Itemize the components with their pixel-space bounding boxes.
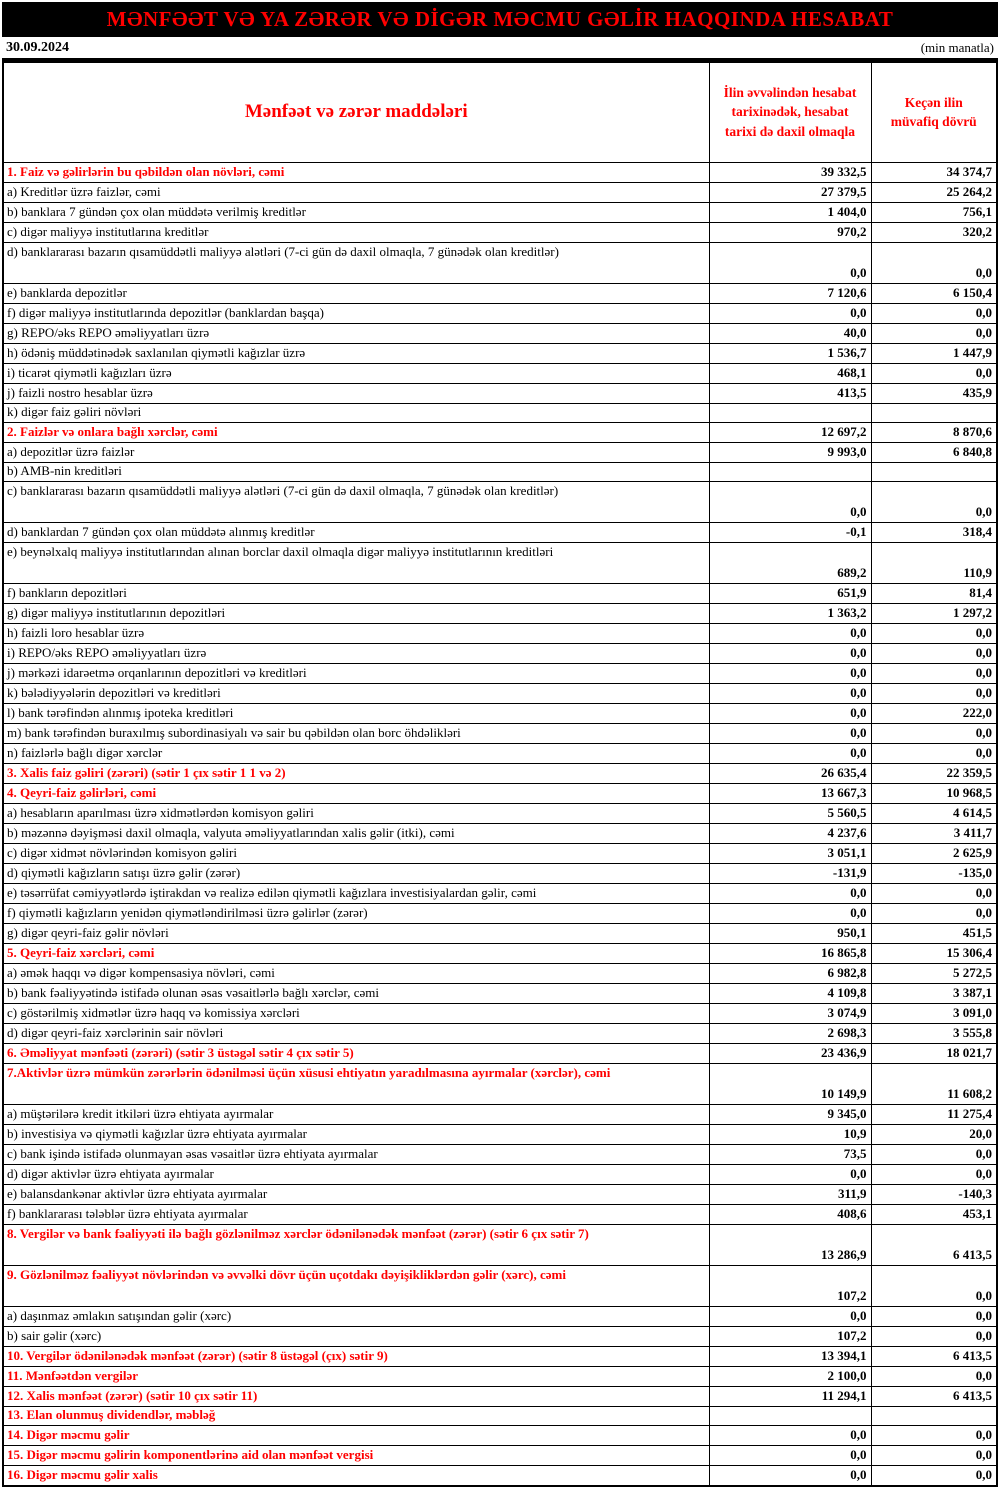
row-label: i) REPO/əks REPO əməliyyatları üzrə <box>3 643 709 663</box>
row-value-previous: 0,0 <box>871 1164 997 1184</box>
row-value-previous: 6 150,4 <box>871 283 997 303</box>
row-value-current: 12 697,2 <box>709 422 871 442</box>
row-label: a) depozitlər üzrə faizlər <box>3 442 709 462</box>
row-label: j) mərkəzi idarəetmə orqanlarının depozitləri və kreditləri <box>3 663 709 683</box>
row-label: 13. Elan olunmuş dividendlər, məbləğ <box>3 1406 709 1425</box>
table-row <box>3 542 997 583</box>
row-label: a) daşınmaz əmlakın satışından gəlir (xərc) <box>3 1306 709 1326</box>
row-value-previous: 0,0 <box>871 1465 997 1486</box>
table-row <box>3 743 997 763</box>
column-header-previous-period: Keçən ilin müvafiq dövrü <box>871 62 997 162</box>
table-row <box>3 683 997 703</box>
row-value-current: 0,0 <box>709 883 871 903</box>
row-value-current: 651,9 <box>709 583 871 603</box>
table-row <box>3 883 997 903</box>
row-label: 2. Faizlər və onlara bağlı xərclər, cəmi <box>3 422 709 442</box>
row-value-previous: 10 968,5 <box>871 783 997 803</box>
row-value-current: 0,0 <box>709 703 871 723</box>
row-value-current: 107,2 <box>709 1265 871 1306</box>
table-row <box>3 303 997 323</box>
row-value-current: 13 394,1 <box>709 1346 871 1366</box>
table-row <box>3 1425 997 1445</box>
table-row <box>3 242 997 283</box>
row-value-current: -131,9 <box>709 863 871 883</box>
row-value-previous: 0,0 <box>871 743 997 763</box>
row-value-current: 6 982,8 <box>709 963 871 983</box>
row-label: b) məzənnə dəyişməsi daxil olmaqla, valyuta əməliyyatlarından xalis gəlir (itki), cəmi <box>3 823 709 843</box>
row-value-previous: 0,0 <box>871 303 997 323</box>
row-value-current: 10,9 <box>709 1124 871 1144</box>
row-value-current: 5 560,5 <box>709 803 871 823</box>
row-value-previous: 0,0 <box>871 323 997 343</box>
row-value-current: 7 120,6 <box>709 283 871 303</box>
row-value-previous: 11 275,4 <box>871 1104 997 1124</box>
row-label: 15. Digər məcmu gəlirin komponentlərinə aid olan mənfəət vergisi <box>3 1445 709 1465</box>
row-value-current: 0,0 <box>709 663 871 683</box>
row-value-previous: 34 374,7 <box>871 162 997 182</box>
table-row <box>3 222 997 242</box>
row-value-previous: 25 264,2 <box>871 182 997 202</box>
table-header <box>3 62 997 162</box>
row-value-current: 408,6 <box>709 1204 871 1224</box>
table-row <box>3 1104 997 1124</box>
table-row <box>3 803 997 823</box>
row-label: 16. Digər məcmu gəlir xalis <box>3 1465 709 1486</box>
table-row <box>3 843 997 863</box>
row-value-previous: 6 413,5 <box>871 1346 997 1366</box>
row-value-previous: 18 021,7 <box>871 1043 997 1063</box>
row-label: a) əmək haqqı və digər kompensasiya növləri, cəmi <box>3 963 709 983</box>
row-label: l) bank tərəfindən alınmış ipoteka kreditləri <box>3 703 709 723</box>
row-label: a) müştərilərə kredit itkiləri üzrə ehtiyata ayırmalar <box>3 1104 709 1124</box>
table-row <box>3 383 997 403</box>
row-value-previous: 6 413,5 <box>871 1386 997 1406</box>
table-row <box>3 1406 997 1425</box>
row-value-current: 0,0 <box>709 1306 871 1326</box>
row-value-current: 0,0 <box>709 303 871 323</box>
unit-label: (min manatla) <box>920 40 994 55</box>
table-row <box>3 1326 997 1346</box>
row-value-previous: 0,0 <box>871 1425 997 1445</box>
row-value-previous: 756,1 <box>871 202 997 222</box>
row-value-previous <box>871 462 997 481</box>
row-label: m) bank tərəfindən buraxılmış subordinasiyalı və sair bu qəbildən olan borc öhdəlikləri <box>3 723 709 743</box>
report-date: 30.09.2024 <box>6 40 69 55</box>
row-label: c) digər maliyyə institutlarına kreditlər <box>3 222 709 242</box>
table-row <box>3 1306 997 1326</box>
row-value-previous: 0,0 <box>871 1144 997 1164</box>
table-row <box>3 1144 997 1164</box>
row-value-current: 4 237,6 <box>709 823 871 843</box>
row-value-previous: 3 411,7 <box>871 823 997 843</box>
row-value-previous: 0,0 <box>871 883 997 903</box>
row-value-current: 970,2 <box>709 222 871 242</box>
table-row <box>3 943 997 963</box>
row-value-previous: -135,0 <box>871 863 997 883</box>
row-label: 9. Gözlənilməz fəaliyyət növlərindən və əvvəlki dövr üçün uçotdakı dəyişikliklərdən gəlir (xərc), cəmi <box>3 1265 709 1306</box>
table-row <box>3 963 997 983</box>
row-label: c) digər xidmət növlərindən komisyon gəliri <box>3 843 709 863</box>
row-value-current: 13 286,9 <box>709 1224 871 1265</box>
row-value-previous: 6 413,5 <box>871 1224 997 1265</box>
row-value-previous: 110,9 <box>871 542 997 583</box>
row-label: n) faizlərlə bağlı digər xərclər <box>3 743 709 763</box>
row-value-previous: 8 870,6 <box>871 422 997 442</box>
table-row <box>3 462 997 481</box>
row-value-current: 1 404,0 <box>709 202 871 222</box>
row-value-previous: 435,9 <box>871 383 997 403</box>
row-value-previous: 15 306,4 <box>871 943 997 963</box>
row-value-previous: 453,1 <box>871 1204 997 1224</box>
row-value-current: 1 536,7 <box>709 343 871 363</box>
table-row <box>3 923 997 943</box>
row-value-previous: 6 840,8 <box>871 442 997 462</box>
row-value-previous: 0,0 <box>871 1445 997 1465</box>
row-label: f) banklararası tələblər üzrə ehtiyata ayırmalar <box>3 1204 709 1224</box>
row-label: a) hesabların aparılması üzrə xidmətlərdən komisyon gəliri <box>3 803 709 823</box>
row-label: c) bank işində istifadə olunmayan əsas vəsaitlər üzrə ehtiyata ayırmalar <box>3 1144 709 1164</box>
table-row <box>3 323 997 343</box>
table-row <box>3 1164 997 1184</box>
row-value-previous: 222,0 <box>871 703 997 723</box>
row-value-current: 2 698,3 <box>709 1023 871 1043</box>
table-row <box>3 1445 997 1465</box>
table-row <box>3 522 997 542</box>
row-value-previous: 2 625,9 <box>871 843 997 863</box>
row-value-current: 0,0 <box>709 643 871 663</box>
table-row <box>3 363 997 383</box>
row-value-previous: 0,0 <box>871 1326 997 1346</box>
row-label: 7.Aktivlər üzrə mümkün zərərlərin ödənilməsi üçün xüsusi ehtiyatın yaradılmasına ayırmalar (xərclər), cəmi <box>3 1063 709 1104</box>
row-value-current: 40,0 <box>709 323 871 343</box>
row-label: h) ödəniş müddətinədək saxlanılan qiymətli kağızlar üzrə <box>3 343 709 363</box>
row-value-previous: 3 387,1 <box>871 983 997 1003</box>
row-label: b) sair gəlir (xərc) <box>3 1326 709 1346</box>
row-value-current: 107,2 <box>709 1326 871 1346</box>
row-label: 11. Mənfəətdən vergilər <box>3 1366 709 1386</box>
row-value-previous: 0,0 <box>871 643 997 663</box>
row-label: d) qiymətli kağızların satışı üzrə gəlir (zərər) <box>3 863 709 883</box>
row-label: j) faizli nostro hesablar üzrə <box>3 383 709 403</box>
row-label: e) beynəlxalq maliyyə institutlarından alınan borclar daxil olmaqla digər maliyyə institutlarının kreditləri <box>3 542 709 583</box>
table-row <box>3 603 997 623</box>
column-header-current-period: İlin əvvəlindən hesabat tarixinədək, hesabat tarixi də daxil olmaqla <box>709 62 871 162</box>
row-value-current <box>709 462 871 481</box>
row-value-previous: 1 447,9 <box>871 343 997 363</box>
report-title: MƏNFƏƏT VƏ YA ZƏRƏR VƏ DİGƏR MƏCMU GƏLİR HAQQINDA HESABAT <box>106 7 894 31</box>
row-value-current: 10 149,9 <box>709 1063 871 1104</box>
row-label: e) banklarda depozitlər <box>3 283 709 303</box>
row-label: 1. Faiz və gəlirlərin bu qəbildən olan növləri, cəmi <box>3 162 709 182</box>
row-label: g) digər maliyyə institutlarının depozitləri <box>3 603 709 623</box>
row-value-current: 0,0 <box>709 481 871 522</box>
table-row <box>3 703 997 723</box>
row-value-previous: 4 614,5 <box>871 803 997 823</box>
row-value-previous: 5 272,5 <box>871 963 997 983</box>
row-value-current: 9 993,0 <box>709 442 871 462</box>
row-value-current: 4 109,8 <box>709 983 871 1003</box>
table-row <box>3 1465 997 1486</box>
row-label: 5. Qeyri-faiz xərcləri, cəmi <box>3 943 709 963</box>
table-row <box>3 1124 997 1144</box>
row-label: b) investisiya və qiymətli kağızlar üzrə ehtiyata ayırmalar <box>3 1124 709 1144</box>
row-value-current: 0,0 <box>709 623 871 643</box>
row-value-previous: 0,0 <box>871 723 997 743</box>
row-value-current: 13 667,3 <box>709 783 871 803</box>
row-value-current: 0,0 <box>709 1164 871 1184</box>
row-label: 4. Qeyri-faiz gəlirləri, cəmi <box>3 783 709 803</box>
row-value-current: 23 436,9 <box>709 1043 871 1063</box>
row-value-previous: 0,0 <box>871 363 997 383</box>
row-value-previous: 0,0 <box>871 481 997 522</box>
table-row <box>3 1023 997 1043</box>
table-row <box>3 723 997 743</box>
table-row <box>3 1346 997 1366</box>
report-title-bar <box>2 2 998 37</box>
row-value-previous: 3 091,0 <box>871 1003 997 1023</box>
row-value-current: 11 294,1 <box>709 1386 871 1406</box>
row-value-current: 0,0 <box>709 723 871 743</box>
row-label: b) banklara 7 gündən çox olan müddətə verilmiş kreditlər <box>3 202 709 222</box>
row-value-current: 26 635,4 <box>709 763 871 783</box>
table-row <box>3 663 997 683</box>
row-value-previous: 0,0 <box>871 663 997 683</box>
report-meta-row <box>2 37 998 61</box>
table-row <box>3 442 997 462</box>
row-value-current: 1 363,2 <box>709 603 871 623</box>
row-label: b) bank fəaliyyətində istifadə olunan əsas vəsaitlərlə bağlı xərclər, cəmi <box>3 983 709 1003</box>
table-row <box>3 823 997 843</box>
row-label: 8. Vergilər və bank fəaliyyəti ilə bağlı gözlənilməz xərclər ödənilənədək mənfəət (zərər) (sətir 6 çıx sətir 7) <box>3 1224 709 1265</box>
row-value-current: 0,0 <box>709 1465 871 1486</box>
row-value-current: 3 074,9 <box>709 1003 871 1023</box>
row-value-current: 27 379,5 <box>709 182 871 202</box>
row-label: 10. Vergilər ödənilənədək mənfəət (zərər) (sətir 8 üstəgəl (çıx) sətir 9) <box>3 1346 709 1366</box>
row-value-current: 73,5 <box>709 1144 871 1164</box>
row-value-current: 2 100,0 <box>709 1366 871 1386</box>
row-label: 14. Digər məcmu gəlir <box>3 1425 709 1445</box>
row-label: f) digər maliyyə institutlarında depozitlər (banklardan başqa) <box>3 303 709 323</box>
row-value-previous: 0,0 <box>871 1306 997 1326</box>
row-label: d) digər aktivlər üzrə ehtiyata ayırmalar <box>3 1164 709 1184</box>
row-value-previous: 320,2 <box>871 222 997 242</box>
row-value-previous: 318,4 <box>871 522 997 542</box>
row-value-previous: 22 359,5 <box>871 763 997 783</box>
row-label: a) Kreditlər üzrə faizlər, cəmi <box>3 182 709 202</box>
row-value-previous: 20,0 <box>871 1124 997 1144</box>
table-row <box>3 182 997 202</box>
table-row <box>3 623 997 643</box>
table-row <box>3 983 997 1003</box>
row-label: k) digər faiz gəliri növləri <box>3 403 709 422</box>
row-value-current <box>709 403 871 422</box>
table-row <box>3 1043 997 1063</box>
row-value-previous: 1 297,2 <box>871 603 997 623</box>
row-label: d) banklararası bazarın qısamüddətli maliyyə alətləri (7-ci gün də daxil olmaqla, 7 günədək olan kreditlər) <box>3 242 709 283</box>
row-value-current: 0,0 <box>709 242 871 283</box>
row-value-previous: 0,0 <box>871 903 997 923</box>
table-row <box>3 283 997 303</box>
row-value-current: 950,1 <box>709 923 871 943</box>
row-label: 3. Xalis faiz gəliri (zərəri) (sətir 1 çıx sətir 1 1 və 2) <box>3 763 709 783</box>
row-label: g) REPO/əks REPO əməliyyatları üzrə <box>3 323 709 343</box>
row-value-previous: -140,3 <box>871 1184 997 1204</box>
table-row <box>3 1003 997 1023</box>
table-row <box>3 1366 997 1386</box>
row-label: f) bankların depozitləri <box>3 583 709 603</box>
table-row <box>3 1184 997 1204</box>
row-label: d) digər qeyri-faiz xərclərinin sair növləri <box>3 1023 709 1043</box>
row-value-previous: 0,0 <box>871 1366 997 1386</box>
row-value-current: 689,2 <box>709 542 871 583</box>
row-label: e) təsərrüfat cəmiyyətlərdə iştirakdan və realizə edilən qiymətli kağızlara investisiyalardan gəlir, cəmi <box>3 883 709 903</box>
table-row <box>3 763 997 783</box>
row-value-current: 413,5 <box>709 383 871 403</box>
row-value-current: -0,1 <box>709 522 871 542</box>
row-label: g) digər qeyri-faiz gəlir növləri <box>3 923 709 943</box>
row-label: c) göstərilmiş xidmətlər üzrə haqq və komissiya xərcləri <box>3 1003 709 1023</box>
row-label: 6. Əməliyyat mənfəəti (zərəri) (sətir 3 üstəgəl sətir 4 çıx sətir 5) <box>3 1043 709 1063</box>
table-row <box>3 1204 997 1224</box>
row-label: h) faizli loro hesablar üzrə <box>3 623 709 643</box>
table-row <box>3 422 997 442</box>
row-value-previous: 3 555,8 <box>871 1023 997 1043</box>
row-value-current: 9 345,0 <box>709 1104 871 1124</box>
row-value-current: 16 865,8 <box>709 943 871 963</box>
row-value-current: 468,1 <box>709 363 871 383</box>
row-value-current: 39 332,5 <box>709 162 871 182</box>
table-row <box>3 1224 997 1265</box>
row-label: f) qiymətli kağızların yenidən qiymətləndirilməsi üzrə gəlirlər (zərər) <box>3 903 709 923</box>
table-row <box>3 481 997 522</box>
row-value-current: 311,9 <box>709 1184 871 1204</box>
row-value-previous: 0,0 <box>871 623 997 643</box>
row-value-previous: 0,0 <box>871 683 997 703</box>
table-row <box>3 202 997 222</box>
table-row <box>3 643 997 663</box>
table-row <box>3 403 997 422</box>
row-label: e) balansdankənar aktivlər üzrə ehtiyata ayırmalar <box>3 1184 709 1204</box>
table-row <box>3 343 997 363</box>
row-label: i) ticarət qiymətli kağızları üzrə <box>3 363 709 383</box>
row-value-current: 0,0 <box>709 1425 871 1445</box>
table-body <box>3 162 997 1486</box>
row-value-current <box>709 1406 871 1425</box>
row-value-previous: 0,0 <box>871 1265 997 1306</box>
table-row <box>3 863 997 883</box>
table-row <box>3 583 997 603</box>
table-row <box>3 783 997 803</box>
column-header-items: Mənfəət və zərər maddələri <box>3 62 709 162</box>
row-value-previous <box>871 1406 997 1425</box>
row-value-current: 0,0 <box>709 743 871 763</box>
row-value-current: 3 051,1 <box>709 843 871 863</box>
row-value-previous <box>871 403 997 422</box>
row-label: 12. Xalis mənfəət (zərər) (sətir 10 çıx sətir 11) <box>3 1386 709 1406</box>
row-label: c) banklararası bazarın qısamüddətli maliyyə alətləri (7-ci gün də daxil olmaqla, 7 günədək olan kreditlər) <box>3 481 709 522</box>
row-value-previous: 451,5 <box>871 923 997 943</box>
row-value-current: 0,0 <box>709 903 871 923</box>
row-value-previous: 0,0 <box>871 242 997 283</box>
row-value-current: 0,0 <box>709 1445 871 1465</box>
table-row <box>3 162 997 182</box>
row-value-current: 0,0 <box>709 683 871 703</box>
row-value-previous: 11 608,2 <box>871 1063 997 1104</box>
row-label: k) bələdiyyələrin depozitləri və kreditləri <box>3 683 709 703</box>
row-label: d) banklardan 7 gündən çox olan müddətə alınmış kreditlər <box>3 522 709 542</box>
table-row <box>3 1063 997 1104</box>
row-label: b) AMB-nin kreditləri <box>3 462 709 481</box>
row-value-previous: 81,4 <box>871 583 997 603</box>
table-row <box>3 903 997 923</box>
table-row <box>3 1386 997 1406</box>
profit-loss-table <box>2 61 998 1487</box>
table-row <box>3 1265 997 1306</box>
